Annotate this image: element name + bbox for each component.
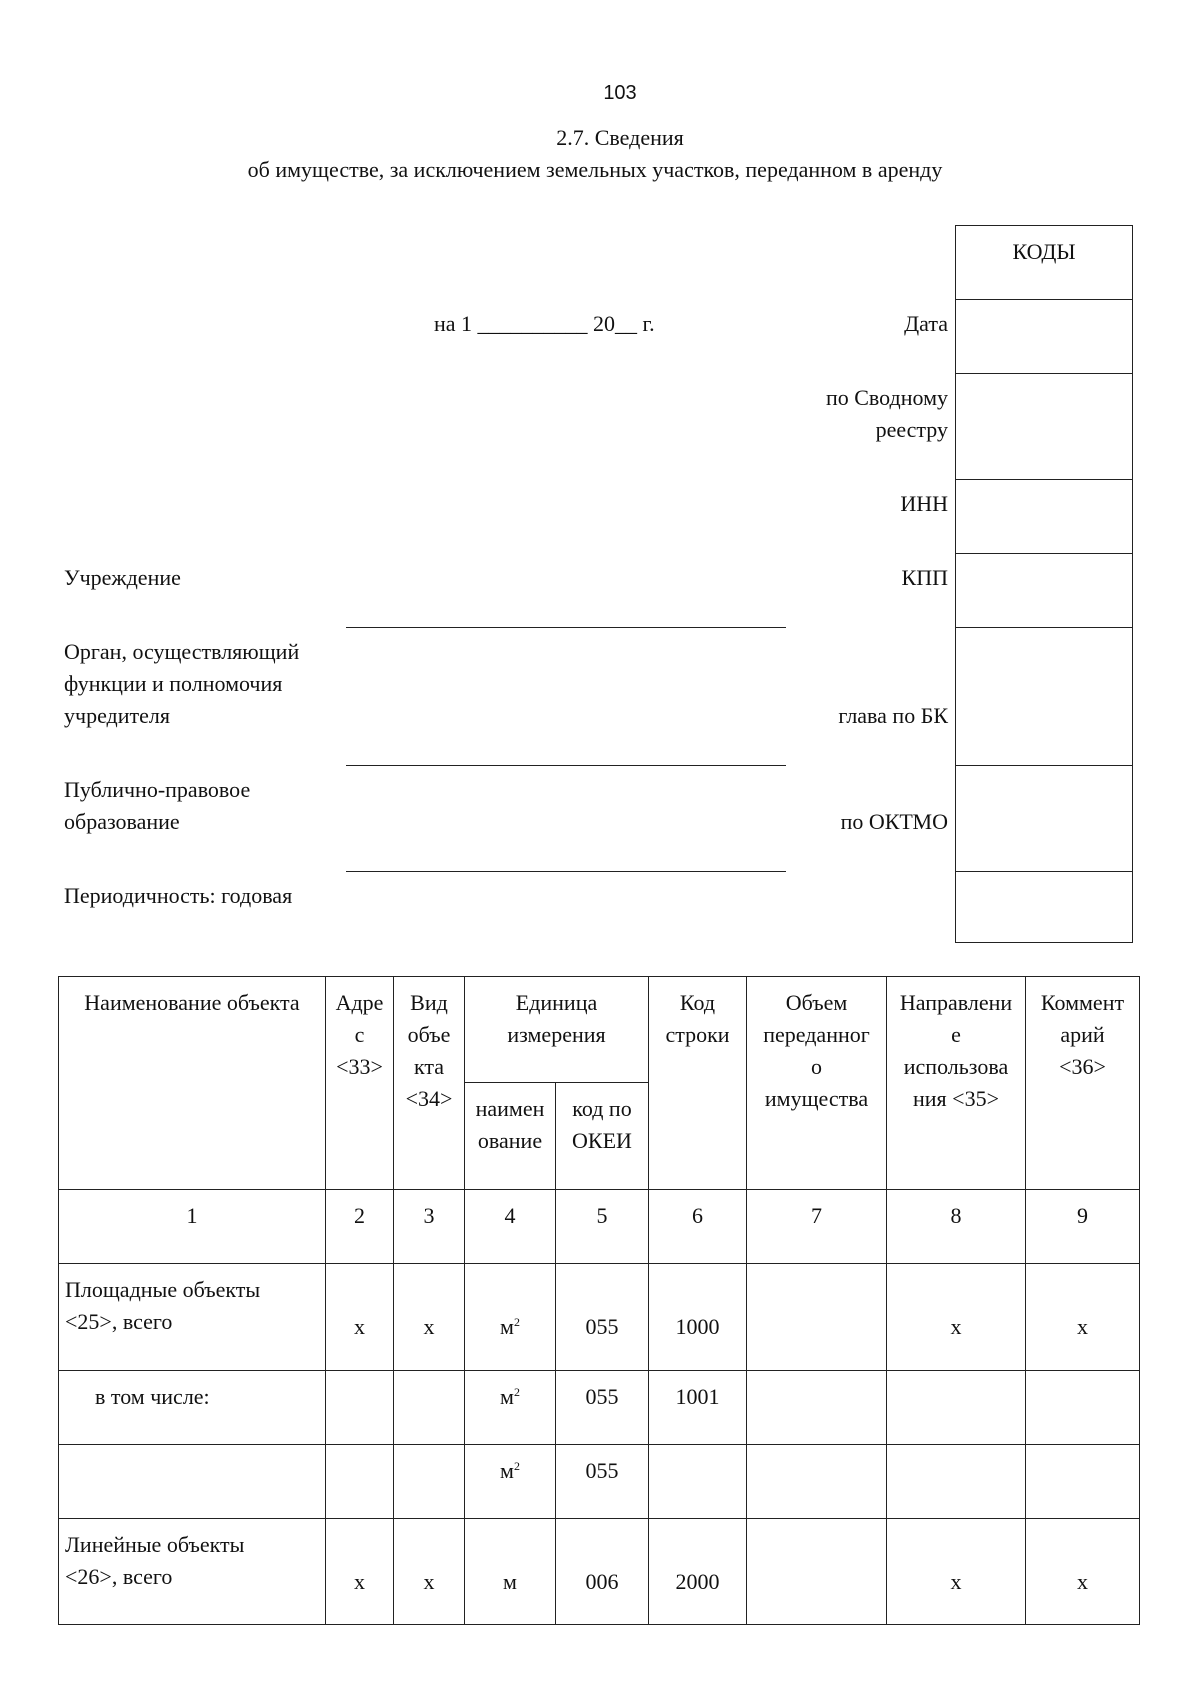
cell-area-code: 1000 [649, 1264, 747, 1371]
cell-area-unit: $м^2$ [465, 1264, 556, 1371]
label-organ-3: учредителя [64, 703, 170, 728]
public-entity-underline[interactable] [346, 871, 786, 872]
col-num-9: 9 [1026, 1190, 1140, 1264]
col-num-7: 7 [747, 1190, 887, 1264]
header-row-1 [59, 977, 1140, 1083]
row-linear-objects [59, 1519, 1140, 1625]
form-title: 2.7. Сведения [556, 125, 684, 150]
cell-area-comment[interactable]: x [1026, 1264, 1140, 1371]
cell-area-name: Площадные объекты <25>, всего [59, 1264, 326, 1371]
cell-linear-code: 2000 [649, 1519, 747, 1625]
cell-incl-address[interactable] [326, 1371, 394, 1445]
cell-linear-kind[interactable]: x [394, 1519, 465, 1625]
col-num-4: 4 [465, 1190, 556, 1264]
property-table [58, 976, 1140, 1625]
code-cell-registry [956, 373, 1132, 479]
cell-blank-address[interactable] [326, 1445, 394, 1519]
header-line-code: Код строки [649, 977, 747, 1190]
cell-incl-name: в том числе: [59, 1371, 326, 1445]
cell-incl-unit: $м^2$ [465, 1371, 556, 1445]
label-bk: глава по БК [838, 703, 948, 728]
label-organ-1: Орган, осуществляющий [64, 639, 300, 664]
label-date: Дата [904, 311, 948, 336]
label-oktmo: по ОКТМО [840, 809, 948, 834]
header-address: Адре с <33> [326, 977, 394, 1190]
code-cell-inn [956, 479, 1132, 553]
label-inn: ИНН [900, 491, 948, 516]
cell-linear-comment[interactable]: x [1026, 1519, 1140, 1625]
cell-area-volume[interactable] [747, 1264, 887, 1371]
cell-blank-code[interactable] [649, 1445, 747, 1519]
codes-header: КОДЫ [1012, 239, 1076, 264]
column-numbers-row [59, 1190, 1140, 1264]
header-direction: Направлени е использова ния <35> [887, 977, 1026, 1190]
cell-linear-volume[interactable] [747, 1519, 887, 1625]
label-registry-1: по Сводному [825, 385, 948, 410]
cell-incl-okei: 055 [556, 1371, 649, 1445]
cell-linear-unit: м [465, 1519, 556, 1625]
label-institution: Учреждение [64, 565, 181, 590]
row-including [59, 1371, 1140, 1445]
header-unit: Единица измерения [465, 977, 649, 1083]
label-public-1: Публично-правовое [64, 777, 251, 802]
label-public-2: образование [64, 809, 180, 834]
form-subtitle: об имуществе, за исключением земельных участков, переданном в аренду [247, 157, 943, 182]
cell-blank-volume[interactable] [747, 1445, 887, 1519]
cell-incl-comment[interactable] [1026, 1371, 1140, 1445]
organ-underline[interactable] [346, 765, 786, 766]
cell-blank-unit: $м^2$ [465, 1445, 556, 1519]
cell-incl-direction[interactable] [887, 1371, 1026, 1445]
page-number: 103 [603, 82, 637, 104]
cell-linear-okei: 006 [556, 1519, 649, 1625]
cell-area-address[interactable]: x [326, 1264, 394, 1371]
label-registry-2: реестру [875, 417, 948, 442]
code-cell-kpp [956, 553, 1132, 627]
header-kind: Вид объе кта <34> [394, 977, 465, 1190]
col-num-3: 3 [394, 1190, 465, 1264]
code-cell-bk [956, 627, 1132, 765]
date-line: на 1 __________ 20__ г. [434, 311, 655, 336]
institution-underline[interactable] [346, 627, 786, 628]
cell-incl-code: 1001 [649, 1371, 747, 1445]
header-name: Наименование объекта [59, 977, 326, 1190]
col-num-6: 6 [649, 1190, 747, 1264]
col-num-2: 2 [326, 1190, 394, 1264]
col-num-8: 8 [887, 1190, 1026, 1264]
header-unit-code: код по ОКЕИ [556, 1083, 649, 1190]
header-volume: Объем переданног о имущества [747, 977, 887, 1190]
cell-linear-name: Линейные объекты <26>, всего [59, 1519, 326, 1625]
label-kpp: КПП [901, 565, 948, 590]
code-cell-date [956, 299, 1132, 373]
label-organ-2: функции и полномочия [64, 671, 283, 696]
row-blank [59, 1445, 1140, 1519]
cell-linear-direction[interactable]: x [887, 1519, 1026, 1625]
cell-blank-kind[interactable] [394, 1445, 465, 1519]
cell-blank-direction[interactable] [887, 1445, 1026, 1519]
cell-area-direction[interactable]: x [887, 1264, 1026, 1371]
code-cell-oktmo [956, 765, 1132, 871]
col-num-1: 1 [59, 1190, 326, 1264]
cell-area-kind[interactable]: x [394, 1264, 465, 1371]
cell-linear-address[interactable]: x [326, 1519, 394, 1625]
col-num-5: 5 [556, 1190, 649, 1264]
row-area-objects [59, 1264, 1140, 1371]
cell-blank-okei: 055 [556, 1445, 649, 1519]
codes-block [955, 225, 1133, 943]
label-periodicity: Периодичность: годовая [64, 883, 293, 908]
cell-incl-kind[interactable] [394, 1371, 465, 1445]
cell-incl-volume[interactable] [747, 1371, 887, 1445]
cell-blank-comment[interactable] [1026, 1445, 1140, 1519]
header-unit-name: наимен ование [465, 1083, 556, 1190]
cell-area-okei: 055 [556, 1264, 649, 1371]
code-cell-periodicity [956, 871, 1132, 944]
cell-blank-name[interactable] [59, 1445, 326, 1519]
header-comment: Коммент арий <36> [1026, 977, 1140, 1190]
